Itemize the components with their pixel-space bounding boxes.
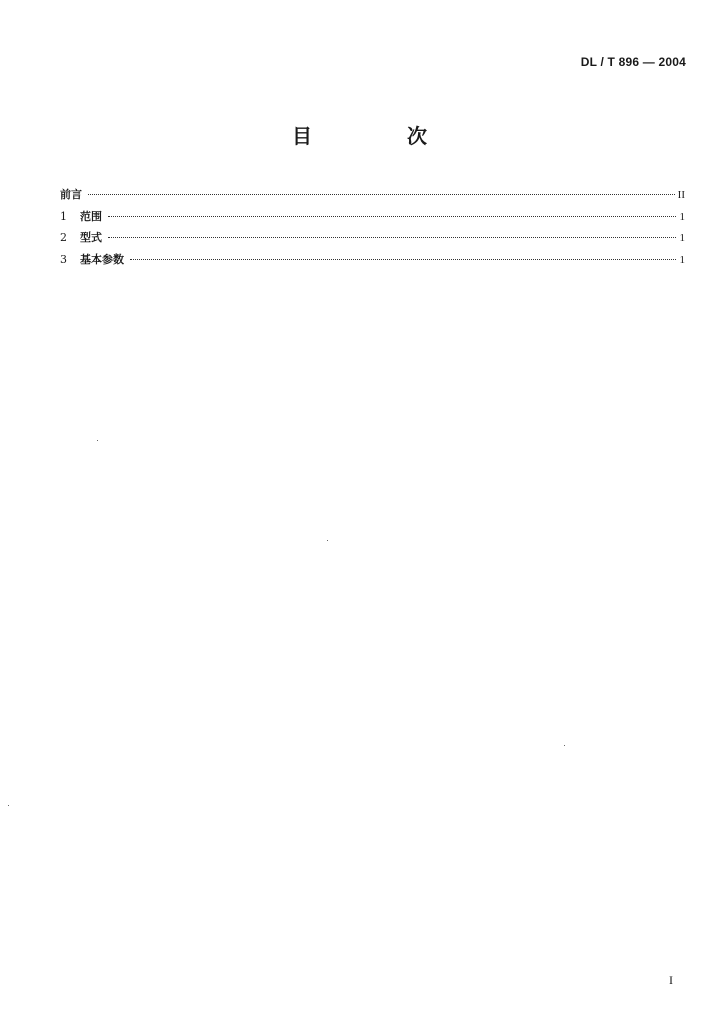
dot-leader <box>130 259 676 260</box>
toc-entry-number: 2 <box>60 231 67 244</box>
standard-code: DL / T 896 — 2004 <box>580 55 686 69</box>
toc-title: 目 次 <box>292 124 471 148</box>
toc-entry-page: 1 <box>679 253 685 266</box>
toc-entry-basic-parameters[interactable] <box>60 249 685 271</box>
toc-entry-number: 1 <box>60 209 67 223</box>
scan-speck <box>8 805 9 806</box>
toc-entry-label: 前言 <box>60 188 82 201</box>
table-of-contents <box>60 184 685 270</box>
toc-entry-label: 范围 <box>80 209 102 223</box>
toc-entry-number: 3 <box>60 252 67 266</box>
toc-entry-type[interactable] <box>60 227 685 249</box>
toc-entry-label: 基本参数 <box>80 252 124 266</box>
dot-leader <box>88 194 675 195</box>
toc-entry-scope[interactable] <box>60 206 685 228</box>
dot-leader <box>108 216 676 217</box>
toc-entry-page: 1 <box>679 232 685 244</box>
toc-entry-foreword[interactable] <box>60 184 685 206</box>
toc-entry-label: 型式 <box>80 231 102 244</box>
scan-speck <box>97 440 98 441</box>
toc-entry-page: 1 <box>679 210 685 223</box>
page-number: I <box>669 973 673 987</box>
toc-entry-page: II <box>677 189 685 201</box>
scan-speck <box>327 540 328 541</box>
dot-leader <box>108 237 676 238</box>
scan-speck <box>564 745 565 746</box>
